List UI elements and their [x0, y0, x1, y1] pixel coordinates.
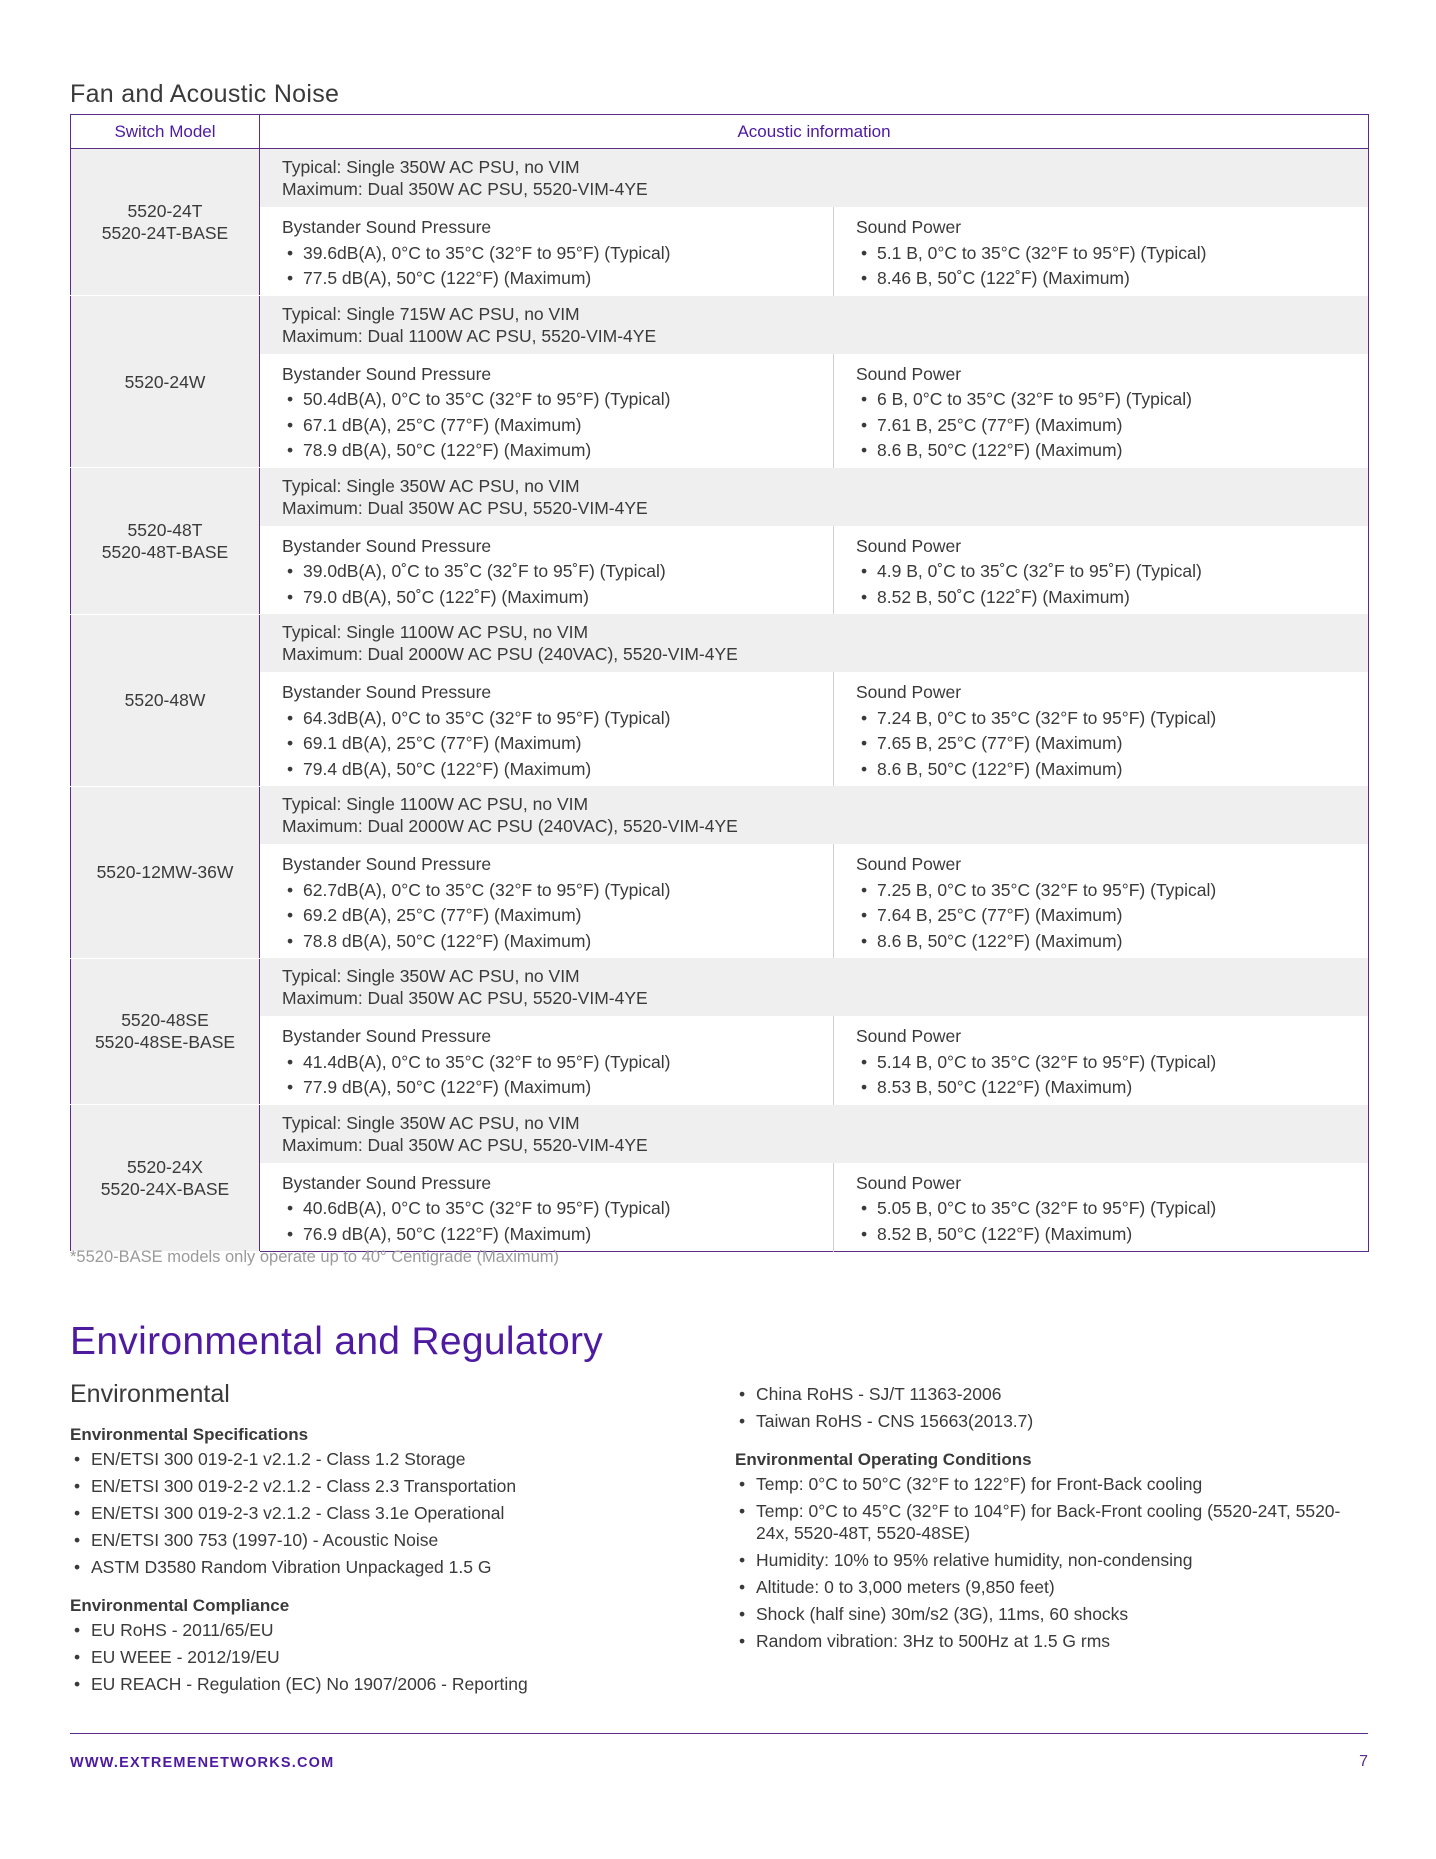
switch-model-cell — [71, 296, 260, 468]
sound-pressure-title: Bystander Sound Pressure — [282, 682, 492, 702]
env-regulatory-title: Environmental and Regulatory — [70, 1320, 604, 1363]
left-column — [70, 1425, 720, 1713]
list-item: • EU RoHS - 2011/65/EU — [70, 1619, 720, 1641]
psu-config-line: Typical: Single 1100W AC PSU, no VIM — [282, 794, 589, 814]
header-acoustic-info: Acoustic information — [260, 115, 1369, 149]
list-item: • 67.1 dB(A), 25°C (77°F) (Maximum) — [282, 413, 811, 439]
sound-power-cell — [834, 1016, 1369, 1105]
psu-config-cell — [260, 614, 1369, 672]
list-item: • 78.8 dB(A), 50°C (122°F) (Maximum) — [282, 929, 811, 955]
psu-config-line: Typical: Single 715W AC PSU, no VIM — [282, 303, 580, 324]
measurement-row — [71, 1016, 1369, 1105]
switch-model-cell — [71, 614, 260, 786]
list-item: • 7.24 B, 0°C to 35°C (32°F to 95°F) (Typical) — [856, 706, 1346, 732]
switch-model-name: 5520-48T — [127, 519, 203, 540]
list-item: • 8.52 B, 50°C (122°F) (Maximum) — [856, 1222, 1346, 1248]
acoustic-table — [70, 114, 1369, 1252]
sound-power-cell — [834, 672, 1369, 786]
list-item: • 7.65 B, 25°C (77°F) (Maximum) — [856, 731, 1346, 757]
sound-power-cell — [834, 844, 1369, 958]
measurement-row — [71, 1163, 1369, 1252]
switch-model-name: 5520-24T — [127, 201, 203, 221]
sound-pressure-title: Bystander Sound Pressure — [282, 535, 492, 556]
list-item: • 62.7dB(A), 0°C to 35°C (32°F to 95°F) (Typical) — [282, 878, 811, 904]
group-heading: Environmental Operating Conditions — [735, 1450, 1032, 1469]
sound-pressure-list — [282, 1050, 811, 1101]
sound-pressure-cell — [260, 354, 834, 468]
list-item: • 7.61 B, 25°C (77°F) (Maximum) — [856, 413, 1346, 439]
sound-pressure-cell — [260, 672, 834, 786]
sound-pressure-list — [282, 387, 811, 464]
sound-power-cell — [834, 207, 1369, 296]
sound-power-list — [856, 1050, 1346, 1101]
sound-pressure-title: Bystander Sound Pressure — [282, 854, 492, 874]
switch-model-name: 5520-48W — [124, 690, 206, 710]
table-body — [71, 149, 1369, 1252]
switch-model-name: 5520-12MW-36W — [96, 862, 234, 882]
switch-model-name: 5520-48T-BASE — [101, 541, 229, 562]
sound-power-list — [856, 878, 1346, 955]
switch-model-name: 5520-24T-BASE — [101, 223, 229, 243]
list-item: • Temp: 0°C to 45°C (32°F to 104°F) for Back-Front cooling (5520-24T, 5520-24x, 5520-48T, 5520-48SE) — [735, 1500, 1368, 1544]
switch-model-name: 5520-24X — [127, 1157, 203, 1177]
list-item: • 69.2 dB(A), 25°C (77°F) (Maximum) — [282, 903, 811, 929]
sound-pressure-cell — [260, 844, 834, 958]
list-item: • 5.1 B, 0°C to 35°C (32°F to 95°F) (Typical) — [856, 241, 1346, 267]
list-item: • 8.6 B, 50°C (122°F) (Maximum) — [856, 438, 1346, 464]
sound-power-title: Sound Power — [856, 363, 962, 384]
list-item: • Random vibration: 3Hz to 500Hz at 1.5 G rms — [735, 1630, 1368, 1652]
group-list — [735, 1473, 1368, 1652]
sound-power-title: Sound Power — [856, 1172, 962, 1193]
group-list — [70, 1619, 720, 1695]
psu-config-cell — [260, 149, 1369, 208]
footnote: *5520-BASE models only operate up to 40° Centigrade (Maximum) — [70, 1248, 560, 1266]
sound-pressure-cell — [260, 526, 834, 615]
switch-model-name: 5520-24W — [124, 371, 206, 392]
measurement-row — [71, 844, 1369, 958]
psu-config-line: Maximum: Dual 350W AC PSU, 5520-VIM-4YE — [282, 988, 648, 1008]
compliance-continued-list — [735, 1383, 1368, 1432]
sound-power-cell — [834, 354, 1369, 468]
sound-power-list — [856, 1196, 1346, 1247]
sound-power-list — [856, 559, 1346, 610]
config-row — [71, 786, 1369, 844]
list-item: • 8.6 B, 50°C (122°F) (Maximum) — [856, 757, 1346, 783]
sound-power-title: Sound Power — [856, 854, 962, 874]
section-title: Fan and Acoustic Noise — [70, 80, 340, 108]
list-item: • Altitude: 0 to 3,000 meters (9,850 feet) — [735, 1576, 1368, 1598]
switch-model-cell — [71, 468, 260, 615]
psu-config-line: Maximum: Dual 350W AC PSU, 5520-VIM-4YE — [282, 497, 648, 518]
sound-pressure-list — [282, 241, 811, 292]
sound-power-list — [856, 241, 1346, 292]
psu-config-line: Maximum: Dual 2000W AC PSU (240VAC), 5520-VIM-4YE — [282, 816, 738, 836]
psu-config-cell — [260, 296, 1369, 354]
list-item: • 5.14 B, 0°C to 35°C (32°F to 95°F) (Typical) — [856, 1050, 1346, 1076]
right-column — [735, 1383, 1368, 1670]
sound-power-title: Sound Power — [856, 682, 962, 702]
sound-power-title: Sound Power — [856, 1026, 962, 1046]
list-item: • EN/ETSI 300 019-2-1 v2.1.2 - Class 1.2 Storage — [70, 1448, 720, 1470]
switch-model-name: 5520-24X-BASE — [100, 1179, 230, 1199]
list-item: • 69.1 dB(A), 25°C (77°F) (Maximum) — [282, 731, 811, 757]
list-item: • Humidity: 10% to 95% relative humidity, non-condensing — [735, 1549, 1368, 1571]
list-item: • EN/ETSI 300 019-2-3 v2.1.2 - Class 3.1e Operational — [70, 1502, 720, 1524]
config-row — [71, 614, 1369, 672]
measurement-row — [71, 672, 1369, 786]
psu-config-line: Maximum: Dual 2000W AC PSU (240VAC), 5520-VIM-4YE — [282, 644, 738, 664]
psu-config-line: Typical: Single 350W AC PSU, no VIM — [282, 157, 580, 177]
list-item: • China RoHS - SJ/T 11363-2006 — [735, 1383, 1368, 1405]
sound-pressure-title: Bystander Sound Pressure — [282, 1172, 492, 1193]
list-item: • 50.4dB(A), 0°C to 35°C (32°F to 95°F) (Typical) — [282, 387, 811, 413]
list-item: • 7.25 B, 0°C to 35°C (32°F to 95°F) (Typical) — [856, 878, 1346, 904]
sound-power-title: Sound Power — [856, 217, 962, 237]
list-item: • Shock (half sine) 30m/s2 (3G), 11ms, 60 shocks — [735, 1603, 1368, 1625]
psu-config-line: Maximum: Dual 350W AC PSU, 5520-VIM-4YE — [282, 179, 648, 199]
switch-model-name: 5520-48SE — [121, 1010, 209, 1031]
page-number: 7 — [1359, 1753, 1368, 1770]
environmental-subtitle: Environmental — [70, 1380, 230, 1408]
measurement-row — [71, 207, 1369, 296]
list-item: • 5.05 B, 0°C to 35°C (32°F to 95°F) (Typical) — [856, 1196, 1346, 1222]
table-header-row — [71, 115, 1369, 149]
header-switch-model: Switch Model — [71, 115, 260, 149]
psu-config-line: Typical: Single 350W AC PSU, no VIM — [282, 475, 580, 496]
switch-model-name: 5520-48SE-BASE — [94, 1032, 236, 1053]
footer-url-link[interactable]: WWW.EXTREMENETWORKS.COM — [70, 1755, 335, 1771]
sound-pressure-list — [282, 706, 811, 783]
footer-divider — [70, 1733, 1368, 1734]
sound-pressure-list — [282, 878, 811, 955]
list-item: • 76.9 dB(A), 50°C (122°F) (Maximum) — [282, 1222, 811, 1248]
config-row — [71, 1105, 1369, 1163]
sound-pressure-cell — [260, 1163, 834, 1252]
list-item: • 39.6dB(A), 0°C to 35°C (32°F to 95°F) (Typical) — [282, 241, 811, 267]
list-item: • 41.4dB(A), 0°C to 35°C (32°F to 95°F) (Typical) — [282, 1050, 811, 1076]
sound-pressure-title: Bystander Sound Pressure — [282, 1026, 492, 1046]
sound-pressure-title: Bystander Sound Pressure — [282, 217, 492, 237]
config-row — [71, 149, 1369, 208]
config-row — [71, 958, 1369, 1016]
list-item: • 8.46 B, 50˚C (122˚F) (Maximum) — [856, 266, 1346, 292]
sound-pressure-title: Bystander Sound Pressure — [282, 363, 492, 384]
measurement-row — [71, 354, 1369, 468]
psu-config-line: Typical: Single 350W AC PSU, no VIM — [282, 1112, 580, 1133]
psu-config-cell — [260, 1105, 1369, 1163]
list-item: • 64.3dB(A), 0°C to 35°C (32°F to 95°F) (Typical) — [282, 706, 811, 732]
list-item: • EU REACH - Regulation (EC) No 1907/2006 - Reporting — [70, 1673, 720, 1695]
switch-model-cell — [71, 958, 260, 1105]
list-item: • Taiwan RoHS - CNS 15663(2013.7) — [735, 1410, 1368, 1432]
list-item: • 40.6dB(A), 0°C to 35°C (32°F to 95°F) (Typical) — [282, 1196, 811, 1222]
group-heading: Environmental Compliance — [70, 1596, 290, 1615]
list-item: • ASTM D3580 Random Vibration Unpackaged 1.5 G — [70, 1556, 720, 1578]
switch-model-cell — [71, 1105, 260, 1252]
measurement-row — [71, 526, 1369, 615]
list-item: • EU WEEE - 2012/19/EU — [70, 1646, 720, 1668]
sound-pressure-list — [282, 1196, 811, 1247]
list-item: • 78.9 dB(A), 50°C (122°F) (Maximum) — [282, 438, 811, 464]
psu-config-cell — [260, 786, 1369, 844]
switch-model-cell — [71, 786, 260, 958]
psu-config-cell — [260, 958, 1369, 1016]
config-row — [71, 468, 1369, 526]
list-item: • 6 B, 0°C to 35°C (32°F to 95°F) (Typical) — [856, 387, 1346, 413]
list-item: • 39.0dB(A), 0˚C to 35˚C (32˚F to 95˚F) (Typical) — [282, 559, 811, 585]
list-item: • 77.9 dB(A), 50°C (122°F) (Maximum) — [282, 1075, 811, 1101]
list-item: • 79.4 dB(A), 50°C (122°F) (Maximum) — [282, 757, 811, 783]
list-item: • 7.64 B, 25°C (77°F) (Maximum) — [856, 903, 1346, 929]
list-item: • 8.6 B, 50°C (122°F) (Maximum) — [856, 929, 1346, 955]
sound-power-list — [856, 706, 1346, 783]
list-item: • 77.5 dB(A), 50°C (122°F) (Maximum) — [282, 266, 811, 292]
group-heading: Environmental Specifications — [70, 1425, 309, 1444]
list-item: • 79.0 dB(A), 50˚C (122˚F) (Maximum) — [282, 585, 811, 611]
list-item: • EN/ETSI 300 019-2-2 v2.1.2 - Class 2.3 Transportation — [70, 1475, 720, 1497]
group-list — [70, 1448, 720, 1578]
config-row — [71, 296, 1369, 354]
list-item: • 8.52 B, 50˚C (122˚F) (Maximum) — [856, 585, 1346, 611]
psu-config-line: Typical: Single 350W AC PSU, no VIM — [282, 966, 580, 986]
list-item: • EN/ETSI 300 753 (1997-10) - Acoustic Noise — [70, 1529, 720, 1551]
psu-config-line: Maximum: Dual 350W AC PSU, 5520-VIM-4YE — [282, 1134, 648, 1155]
sound-pressure-list — [282, 559, 811, 610]
psu-config-cell — [260, 468, 1369, 526]
sound-power-list — [856, 387, 1346, 464]
sound-power-title: Sound Power — [856, 535, 962, 556]
psu-config-line: Typical: Single 1100W AC PSU, no VIM — [282, 622, 589, 642]
sound-pressure-cell — [260, 1016, 834, 1105]
sound-power-cell — [834, 526, 1369, 615]
list-item: • Temp: 0°C to 50°C (32°F to 122°F) for Front-Back cooling — [735, 1473, 1368, 1495]
switch-model-cell — [71, 149, 260, 296]
sound-power-cell — [834, 1163, 1369, 1252]
psu-config-line: Maximum: Dual 1100W AC PSU, 5520-VIM-4YE — [282, 325, 657, 346]
list-item: • 8.53 B, 50°C (122°F) (Maximum) — [856, 1075, 1346, 1101]
list-item: • 4.9 B, 0˚C to 35˚C (32˚F to 95˚F) (Typical) — [856, 559, 1346, 585]
sound-pressure-cell — [260, 207, 834, 296]
